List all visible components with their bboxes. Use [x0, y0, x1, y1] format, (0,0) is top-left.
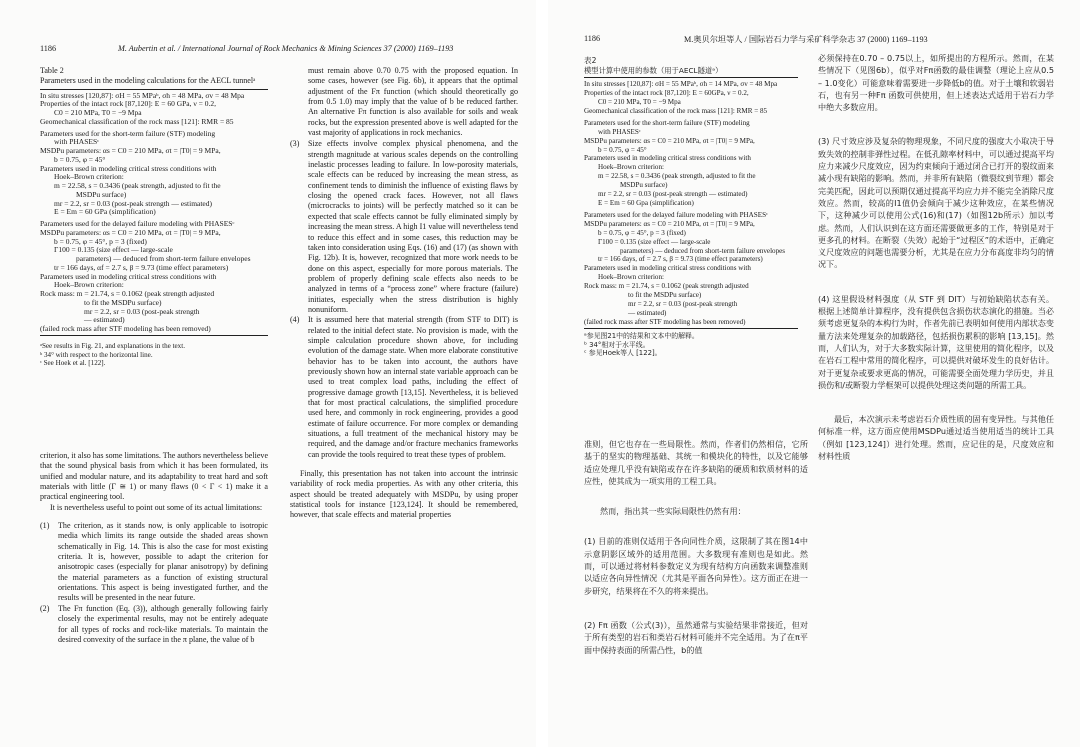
table-row: b = 0.75, φ = 45° — [54, 155, 106, 164]
table-row: to fit the MSDPu surface) — [628, 291, 702, 300]
english-limitations-list-right — [290, 139, 518, 460]
table-footnote: ᶜ See Hoek et al. [122]. — [40, 359, 106, 368]
chinese-table-notes — [584, 332, 798, 359]
table-row: — estimated) — [84, 316, 125, 325]
table-footnote: ᵇ 34°相对于水平线。 — [584, 340, 650, 349]
chinese-table-block — [584, 56, 798, 358]
list-number: (2) — [40, 603, 50, 613]
table-row: mr = 2.2, sr = 0.03 (post-peak strength — [84, 307, 200, 316]
english-limitation-item — [290, 139, 518, 315]
table-row: Parameters used for the delayed failure modeling with PHASESᶜ — [584, 210, 768, 219]
chinese-left-paragraph-2: 然而，指出其一些实际局限性仍然有用： — [600, 506, 746, 517]
table-footnote: ᶜ 参见Hoek等人 [122]。 — [584, 349, 662, 358]
chinese-table-caption-label: 表2 — [584, 56, 597, 65]
table-row: Hoek–Brown criterion: — [598, 163, 664, 172]
table-row: m = 22.58, s = 0.3436 (peak strength, adjusted to fit the — [54, 182, 221, 191]
english-left-column-text — [40, 451, 268, 645]
table-row: b = 0.75, φ = 45° — [598, 145, 647, 154]
list-text: Size effects involve complex physical phenomena, and the strength magnitude at various scales depends on the controlling inelastic processes leading to failure. In low-porosity materials, scale effects can be reduced by increasing the mean stress, as confinement tends to diminish the influence of existing flaws by closing the opened crack faces. However, not all flaws (microcracks to joints) will be perfectly matched so it can be expected that scale effects cannot be fully eliminated simply by increasing the mean stress. A high I1 value will nevertheless tend to reduce this effect and in some cases, this reduction may be taken into consideration using Eqs. (16) and (17) (as shown with Fig. 12b). It is, however, recognized that more work needs to be done on this aspect, especially for more porous materials. The problem of properly defining scale effects also needs to be analyzed in terms of a “process zone” where fracture (failure) initiates, especially when the stress distribution is highly nonuniform. — [308, 139, 518, 314]
chinese-right-continuation: 必须保持在0.70 – 0.75以上，如所提出的方程所示。然而，在某些情况下（见图6b），似乎对Fπ函数的最佳调整（理论上应从0.5 – 1.0变化）可能意味着需要进一步降低b的值。对于土壤和软弱岩石，也有另一种Fπ 函数可供使用，但上述表达式适用于岩石力学中绝大多数应用。 — [818, 53, 1054, 113]
chinese-limitation-2: (2) Fπ 函数（公式(3)），虽然通常与实验结果非常接近，但对于所有类型的岩石和类岩石材料可能并不完全适用。为了在π平面中保持表面的所需凸性，b的值 — [584, 619, 808, 655]
table-footnote: ᵃ参见图21中的结果和文本中的解释。 — [584, 331, 699, 340]
table-row: MSDPu parameters: αs = C0 = 210 MPa, σt = |T0| = 9 MPa, — [40, 228, 221, 237]
english-running-head — [40, 44, 518, 53]
english-final-paragraph: Finally, this presentation has not taken into account the intrinsic variability of rock media properties. As with any other criteria, this aspect should be treated adequately with MSDPu, by using proper statistical tools for instance [123,124]. It should be remembered, however, that scale effects and material properties — [290, 469, 518, 520]
table-row: Properties of the intact rock [87,120]: E = 60GPa, ν = 0.2, — [584, 89, 749, 98]
table-row: b = 0.75, φ = 45°, p = 3 (fixed) — [54, 237, 147, 246]
table-row: mr = 2.2, sr = 0.03 (post-peak strength — estimated) — [598, 190, 748, 199]
english-table-block — [40, 66, 268, 368]
list-text: The Fπ function (Eq. (3)), although generally following fairly closely the experimental results, may not be entirely adequate for all types of rocks and rock-like materials. To maintain the desired convexity of the surface in the π plane, the value of b — [58, 603, 268, 644]
table-row: to fit the MSDPu surface) — [84, 298, 162, 307]
table-row: tr = 166 days, αf = 2.7 s, β = 9.73 (time effect parameters) — [54, 263, 229, 272]
table-row: Properties of the intact rock [87,120]: E = 60 GPa, ν = 0.2, — [40, 100, 216, 109]
table-row: MSDPu parameters: αs = C0 = 210 MPa, σt = |T0| = 9 MPa, — [584, 136, 755, 145]
table-footnote: ᵃSee results in Fig. 21, and explanations in the text. — [40, 341, 185, 350]
table-row: MSDPu surface) — [76, 190, 127, 199]
table-row: Parameters used for the short-term failure (STF) modeling — [584, 118, 750, 127]
table-row: Hoek–Brown criterion: — [54, 173, 124, 182]
english-parameter-table — [40, 89, 268, 336]
table-row: E = Em = 60 Gpa (simplification) — [598, 198, 694, 207]
english-limitation-item — [290, 315, 518, 460]
table-row: Rock mass: m = 21.74, s = 0.1062 (peak strength adjusted — [40, 290, 215, 299]
list-text: It is assumed here that material strength (from STF to DIT) is related to the initial defect state. No provision is made, with the simple calculation procedure shown above, for including evolution of the damage state. When more elaborate constitutive behavior has to be taken into account, the authors have previously shown how an internal state variable approach can be used to treat complex load paths, including the effect of progressive damage growth [13,15]. Nevertheless, it is believed that for most practical calculations, the simplified procedure used here, and commonly in rock engineering, provides a good estimate of failure occurrence. For more complex or demanding situations, a full treatment of the mechanical history may be required, and the damage and/or fracture mechanics frameworks can provide the tools required to treat these types of problem. — [308, 315, 518, 459]
table-row: MSDPu surface) — [620, 181, 668, 190]
table-row: parameters) — deduced from short-term failure envelopes — [620, 246, 786, 255]
chinese-limitation-1: (1) 目前的准则仅适用于各向同性介质，这限制了其在图14中示意阴影区域外的适用范围。大多数现有准则也是如此。然而，可以通过将材料参数定义为现有结构方向函数来调整准则以适应各向异性情况（尤其是平面各向异性）。这方面正在进一步研究，结果将在不久的将来提出。 — [584, 536, 808, 596]
table-row: — estimated) — [628, 308, 667, 317]
chinese-running-title: M.奥贝尔坦等人 / 国际岩石力学与采矿科学杂志 37 (2000) 1169–1193 — [684, 35, 928, 44]
table-row: (failed rock mass after STF modeling has been removed) — [40, 325, 211, 334]
chinese-table-caption-title: 模型计算中使用的参数（用于AECL隧道ᵃ） — [584, 65, 723, 75]
table-row: Rock mass: m = 21.74, s = 0.1062 (peak strength adjusted — [584, 282, 749, 291]
english-running-title: M. Aubertin et al. / International Journal of Rock Mechanics & Mining Sciences 37 (2000) 1169–1193 — [118, 44, 454, 53]
table-row: parameters) — deduced from short-term failure envelopes — [76, 255, 251, 264]
english-limitation-item — [40, 604, 268, 645]
table-row: Geomechanical classification of the rock mass [121]: RMR = 85 — [40, 117, 234, 126]
table-row: b = 0.75, φ = 45°, p = 3 (fixed) — [598, 228, 686, 237]
table-row: Parameters used in modeling critical stress conditions with — [584, 264, 751, 273]
chinese-final-paragraph: 最后，本次演示未考虑岩石介质性质的固有变异性。与其他任何标准一样，这方面应使用MSDPu通过适当使用适当的统计工具（例如 [123,124]）进行处理。然而，应记住的是，尺度效应和材料性质 — [818, 414, 1054, 462]
table-row: mr = 2.2, sr = 0.03 (post-peak strength — [628, 299, 738, 308]
table-row: In situ stresses [120,87]: σH = 55 MPaᵇ, σh = 14 MPa, σv = 48 Mpa — [584, 80, 778, 89]
table-row: Γ100 = 0.135 (size effect — large-scale — [598, 237, 711, 246]
table-row: C0 = 210 MPa, T0 = −9 Mpa — [54, 109, 142, 118]
chinese-running-head — [584, 34, 1054, 43]
table-row: with PHASESᶜ — [54, 138, 100, 147]
chinese-left-column-text — [584, 438, 808, 656]
table-row: Parameters used for the delayed failure modeling with PHASESᶜ — [40, 220, 235, 229]
table-row: MSDPu parameters: αs = C0 = 210 MPa, σt = |T0| = 9 MPa, — [584, 219, 755, 228]
table-row: Parameters used in modeling critical stress conditions with — [584, 154, 751, 163]
chinese-limitation-3: (3) 尺寸效应涉及复杂的物理现象，不同尺度的强度大小取决于导致失效的控制非弹性过程。在低孔隙率材料中，可以通过提高平均应力来减少尺度效应，因为约束倾向于通过闭合已打开的裂纹面来减小现有缺陷的影响。然而，并非所有缺陷（微裂纹到节理）都会完美匹配，因此可以预期仅通过提高平均应力并不能完全消除尺度效应。然而，较高的I1值仍会倾向于减少这种效应，在某些情况下，这种减少可以使用公式(16)和(17)（如图12b所示）加以考虑。然而，人们认识到在这方面还需要做更多的工作，特别是对于更多孔的材料。在断裂（失效）起始于“过程区”的术语中，正确定义尺度效应的问题也需要分析，尤其是在应力分布高度非均匀的情况下。 — [818, 136, 1054, 270]
chinese-parameter-table — [584, 77, 798, 328]
english-right-continuation: must remain above 0.70 0.75 with the proposed equation. In some cases, however (see Fig. 6b), it appears that the optimal adjustment of the Fπ function (which should theoretically go from 0.5 1.0) may imply that the value of b be reduced farther. An alternative Fπ function is also available for soils and weak rocks, but the expression presented above is well adapted for the vast majority of applications in rock mechanics. — [308, 66, 518, 138]
list-number: (4) — [290, 315, 300, 325]
table-row: In situ stresses [120,87]: σH = 55 MPaᵇ, σh = 48 MPa, σv = 48 Mpa — [40, 91, 245, 100]
table-row: Parameters used for the short-term failure (STF) modeling — [40, 129, 216, 138]
english-table-caption-label: Table 2 — [40, 66, 64, 75]
list-number: (1) — [40, 521, 50, 531]
table-footnote: ᵇ 34° with respect to the horizontal line. — [40, 350, 153, 359]
list-text: The criterion, as it stands now, is only applicable to isotropic media which limits its range outside the shaded areas shown schematically in Fig. 14. This is also the case for most existing criteria. It is, however, possible to adapt the criterion for anisotropic cases (especially for planar anisotropy) by defining the material parameters as a function of existing structural orientations. This aspect is being investigated further, and the results will be presented in the near future. — [58, 521, 268, 603]
table-row: mr = 2.2, sr = 0.03 (post-peak strength — estimated) — [54, 199, 213, 208]
english-left-paragraph-1: criterion, it also has some limitations. The authors nevertheless believe that the sound physical basis from which it has been formulated, its unified and modular nature, and its adaptability to treat hard and soft materials with little (Γ ≅ 1) or many flaws (0 < Γ < 1) make it a practical engineering tool. — [40, 451, 269, 502]
chinese-right-column-text — [818, 52, 1054, 462]
english-table-notes — [40, 342, 268, 368]
table-row: Hoek–Brown criterion: — [54, 281, 124, 290]
table-row: tr = 166 days, αf = 2.7 s, β = 9.73 (time effect parameters) — [598, 255, 763, 264]
table-row: Geomechanical classification of the rock mass [121]: RMR = 85 — [584, 106, 768, 115]
table-row: with PHASESᶜ — [598, 127, 641, 136]
english-limitation-item — [40, 521, 268, 604]
table-row: C0 = 210 MPa, T0 = −9 Mpa — [598, 98, 681, 106]
chinese-limitation-4: (4) 这里假设材料强度（从 STF 到 DIT）与初始缺陷状态有关。根据上述简单计算程序，没有提供包含损伤状态演化的措施。当必须考虑更复杂的本构行为时，作者先前已表明如何使用内部状态变量方法来处理复杂的加载路径，包括损伤累积的影响 [13,15]。然而，人们认为，对于大多数实际计算，这里使用的简化程序，以及在岩石工程中常用的简化程序，可以提供对破坏发生的良好估计。对于更复杂或要求更高的情况，可能需要全面处理力学历史，并且损伤和/或断裂力学框架可以提供处理这类问题的所需工具。 — [818, 293, 1054, 390]
english-left-paragraph-2: It is nevertheless useful to point out some of its actual limitations: — [50, 502, 263, 512]
english-right-column-text — [290, 66, 518, 521]
chinese-page-number: 1186 — [584, 34, 601, 43]
table-row: (failed rock mass after STF modeling has been removed) — [584, 317, 746, 326]
table-row: MSDPu parameters: αs = C0 = 210 MPa, σt = |T0| = 9 MPa, — [40, 147, 221, 156]
english-page-number: 1186 — [40, 44, 57, 53]
table-row: m = 22.58, s = 0.3436 (peak strength, adjusted to fit the — [598, 172, 756, 181]
table-row: Parameters used in modeling critical stress conditions with — [40, 272, 217, 281]
chinese-left-paragraph-1: 准则，但它也存在一些局限性。然而，作者们仍然相信，它所基于的坚实的物理基础、其统一和模块化的特性，以及它能够适应处理几乎没有缺陷或存在许多缺陷的硬质和软质材料的适应性，使其成为一项实用的工程工具。 — [584, 439, 808, 486]
page-gutter — [536, 0, 548, 747]
table-row: E = Em = 60 GPa (simplification) — [54, 208, 156, 217]
english-limitations-list-left — [40, 521, 268, 645]
table-row: Γ100 = 0.135 (size effect — large-scale — [54, 246, 173, 255]
table-row: Hoek–Brown criterion: — [598, 273, 664, 282]
english-table-caption-title: Parameters used in the modeling calculations for the AECL tunnelᵃ — [40, 76, 256, 86]
table-row: Parameters used in modeling critical stress conditions with — [40, 164, 217, 173]
list-number: (3) — [290, 139, 300, 149]
